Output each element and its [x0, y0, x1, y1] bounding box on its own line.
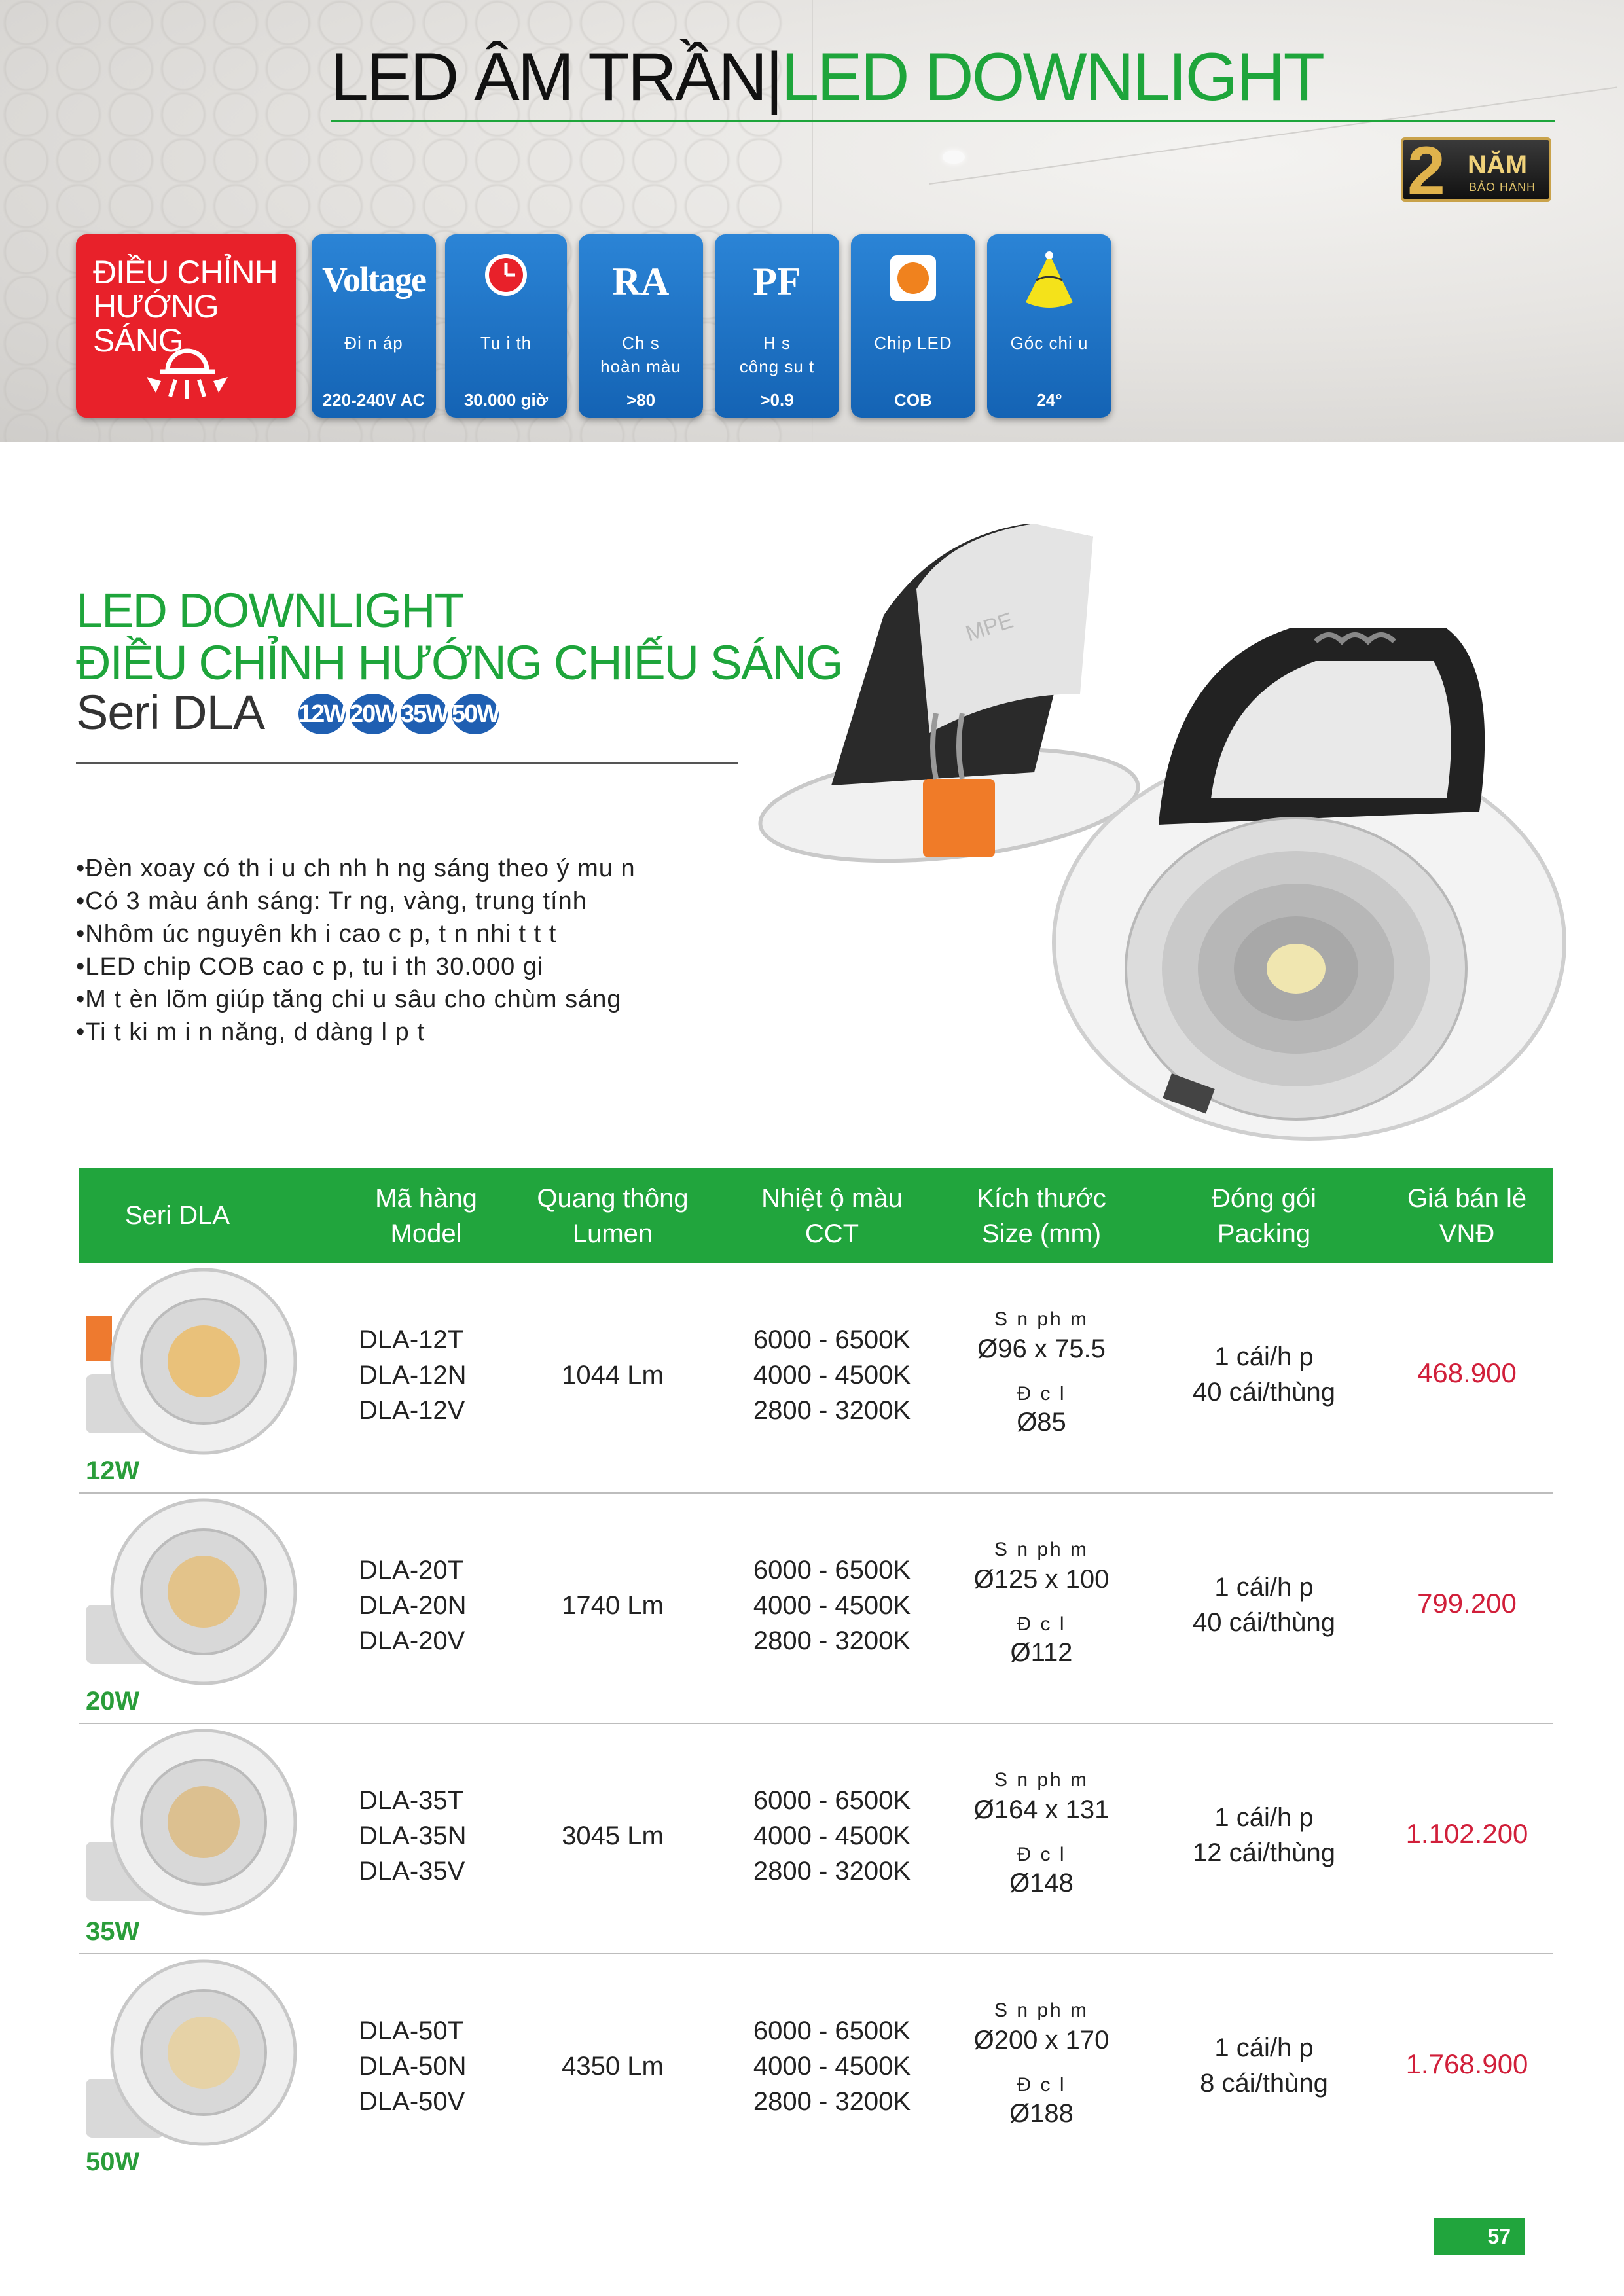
row-packing: 1 cái/h p 40 cái/thùng [1193, 1342, 1335, 1407]
warranty-years: 2 [1407, 133, 1445, 209]
title-english: LED DOWNLIGHT [781, 39, 1324, 115]
series-name: Seri DLA [76, 685, 265, 740]
product-thumbnail [79, 1954, 341, 2177]
spec-pf-value: >0.9 [760, 390, 794, 410]
clock-icon [482, 251, 530, 298]
row-cutout-label: Đ c l [1017, 2074, 1066, 2096]
row-size: Ø200 x 170 [973, 2026, 1110, 2054]
row-lumen: 1740 Lm [562, 1591, 664, 1620]
warranty-sub-label: BẢO HÀNH [1469, 181, 1536, 194]
row-price: 799.200 [1417, 1588, 1517, 1619]
col-packing: Đóng gói Packing [1211, 1184, 1317, 1248]
spec-tile-beam-angle [987, 234, 1111, 418]
svg-text:50W: 50W [86, 2147, 140, 2176]
spec-ra-value: >80 [626, 390, 656, 410]
feature-bullet-5: •M t èn lõm giúp tăng chi u sâu cho chùm sáng [76, 986, 622, 1013]
direction-adjust-tile [76, 234, 296, 418]
row-models: DLA-50T DLA-50N DLA-50V [359, 2017, 467, 2116]
row-price: 1.768.900 [1405, 2049, 1528, 2079]
spec-voltage-label: Đi n áp [344, 333, 403, 353]
row-packing: 1 cái/h p 40 cái/thùng [1193, 1573, 1335, 1637]
row-cct: 6000 - 6500K 4000 - 4500K 2800 - 3200K [753, 1786, 911, 1886]
row-size-label: S n ph m [994, 2000, 1089, 2021]
direction-tile-line1: ĐIỀU CHỈNH [93, 254, 278, 291]
row-cutout: Ø188 [1009, 2099, 1074, 2128]
spec-lifetime-label: Tu i th [480, 333, 532, 353]
adjustable-light-icon [141, 331, 233, 410]
feature-bullet-4: •LED chip COB cao c p, tu i th 30.000 gi [76, 953, 544, 980]
spec-tile-chip [851, 234, 975, 418]
wattage-badge-20: 20W [350, 694, 397, 734]
spec-tile-pf [715, 234, 839, 418]
series-title-line2: ĐIỀU CHỈNH HƯỚNG CHIẾU SÁNG [76, 636, 842, 690]
row-size-label: S n ph m [994, 1769, 1089, 1791]
row-cutout: Ø148 [1009, 1869, 1074, 1897]
spec-tile-lifetime [445, 234, 567, 418]
beam-angle-icon [1017, 250, 1082, 310]
spec-chip-label: Chip LED [874, 333, 952, 353]
product-thumbnail [79, 1724, 341, 1946]
feature-bullet-1: •Đèn xoay có th i u ch nh h ng sáng theo ý mu n [76, 855, 636, 882]
col-lumen: Quang thông Lumen [537, 1184, 689, 1248]
row-price: 1.102.200 [1405, 1818, 1528, 1849]
title-separator: | [765, 39, 782, 115]
spec-chip-value: COB [894, 390, 932, 410]
spec-pf-label: H s công su t [739, 333, 815, 376]
spec-beam-label: Góc chi u [1010, 333, 1089, 353]
row-packing: 1 cái/h p 12 cái/thùng [1193, 1803, 1335, 1867]
row-cutout-label: Đ c l [1017, 1844, 1066, 1865]
wattage-badge-35: 35W [401, 694, 448, 734]
title-vietnamese: LED ÂM TRẦN [331, 39, 766, 115]
spring-clip [923, 779, 995, 857]
col-cct: Nhiệt ộ màu CCT [761, 1184, 903, 1248]
row-models: DLA-12T DLA-12N DLA-12V [359, 1325, 467, 1425]
cob-chip-icon [888, 253, 939, 304]
row-packing: 1 cái/h p 8 cái/thùng [1200, 2034, 1328, 2098]
spec-pf-head: PF [753, 260, 801, 303]
row-size-label: S n ph m [994, 1539, 1089, 1560]
row-cutout-label: Đ c l [1017, 1613, 1066, 1635]
row-cct: 6000 - 6500K 4000 - 4500K 2800 - 3200K [753, 1556, 911, 1655]
feature-bullet-6: •Ti t ki m i n năng, d dàng l p t [76, 1018, 425, 1046]
svg-text:12W: 12W [86, 1456, 140, 1485]
spec-tile-voltage [312, 234, 436, 418]
row-size: Ø125 x 100 [973, 1565, 1110, 1594]
row-cutout-label: Đ c l [1017, 1383, 1066, 1405]
row-cct: 6000 - 6500K 4000 - 4500K 2800 - 3200K [753, 1325, 911, 1425]
product-photo [753, 497, 1591, 1217]
series-title-line1: LED DOWNLIGHT [76, 583, 463, 637]
brand-mark-back: MPE [962, 607, 1017, 647]
warranty-badge [1401, 133, 1551, 209]
spec-voltage-value: 220-240V AC [322, 390, 425, 410]
svg-text:35W: 35W [86, 1917, 140, 1946]
product-thumbnail [79, 1263, 341, 1486]
table-row [79, 1263, 1553, 1494]
row-lumen: 3045 Lm [562, 1821, 664, 1850]
product-thumbnail [79, 1494, 341, 1716]
page-number: 57 [1434, 2218, 1525, 2255]
feature-bullet-3: •Nhôm úc nguyên kh i cao c p, t n nhi t t t [76, 920, 557, 948]
row-cutout: Ø85 [1017, 1408, 1066, 1437]
col-price: Giá bán lẻ VNĐ [1407, 1184, 1527, 1248]
row-size: Ø96 x 75.5 [977, 1335, 1106, 1363]
spec-voltage-head: Voltage [322, 260, 425, 299]
row-cct: 6000 - 6500K 4000 - 4500K 2800 - 3200K [753, 2017, 911, 2116]
row-lumen: 1044 Lm [562, 1361, 664, 1390]
table-row [79, 1494, 1553, 1724]
row-size-label: S n ph m [994, 1308, 1089, 1330]
spec-ra-head: RA [612, 260, 670, 303]
series-divider [76, 762, 738, 764]
wattage-badge-50: 50W [452, 694, 499, 734]
table-row [79, 1724, 1553, 1954]
feature-bullet-2: •Có 3 màu ánh sáng: Tr ng, vàng, trung tính [76, 888, 587, 915]
row-models: DLA-35T DLA-35N DLA-35V [359, 1786, 467, 1886]
row-models: DLA-20T DLA-20N DLA-20V [359, 1556, 467, 1655]
wattage-badge-12: 12W [298, 694, 346, 734]
warranty-year-label: NĂM [1468, 151, 1528, 179]
direction-tile-line2: HƯỚNG SÁNG [93, 288, 219, 359]
title-underline [331, 120, 1555, 122]
col-size: Kích thước Size (mm) [977, 1184, 1106, 1248]
table-row [79, 1954, 1553, 2185]
spec-beam-value: 24° [1036, 390, 1062, 410]
page-title [331, 38, 1323, 117]
svg-text:20W: 20W [86, 1687, 140, 1715]
spec-ra-label: Ch s hoàn màu [600, 333, 681, 376]
row-size: Ø164 x 131 [973, 1795, 1110, 1824]
row-price: 468.900 [1417, 1357, 1517, 1388]
col-series: Seri DLA [124, 1201, 230, 1230]
price-table-header [79, 1168, 1553, 1263]
spec-tile-ra [579, 234, 703, 418]
row-cutout: Ø112 [1010, 1638, 1073, 1667]
col-model: Mã hàng Model [375, 1184, 477, 1248]
banner-ceiling-spot [943, 151, 965, 164]
spec-lifetime-value: 30.000 giờ [463, 390, 549, 410]
row-lumen: 4350 Lm [562, 2052, 664, 2081]
